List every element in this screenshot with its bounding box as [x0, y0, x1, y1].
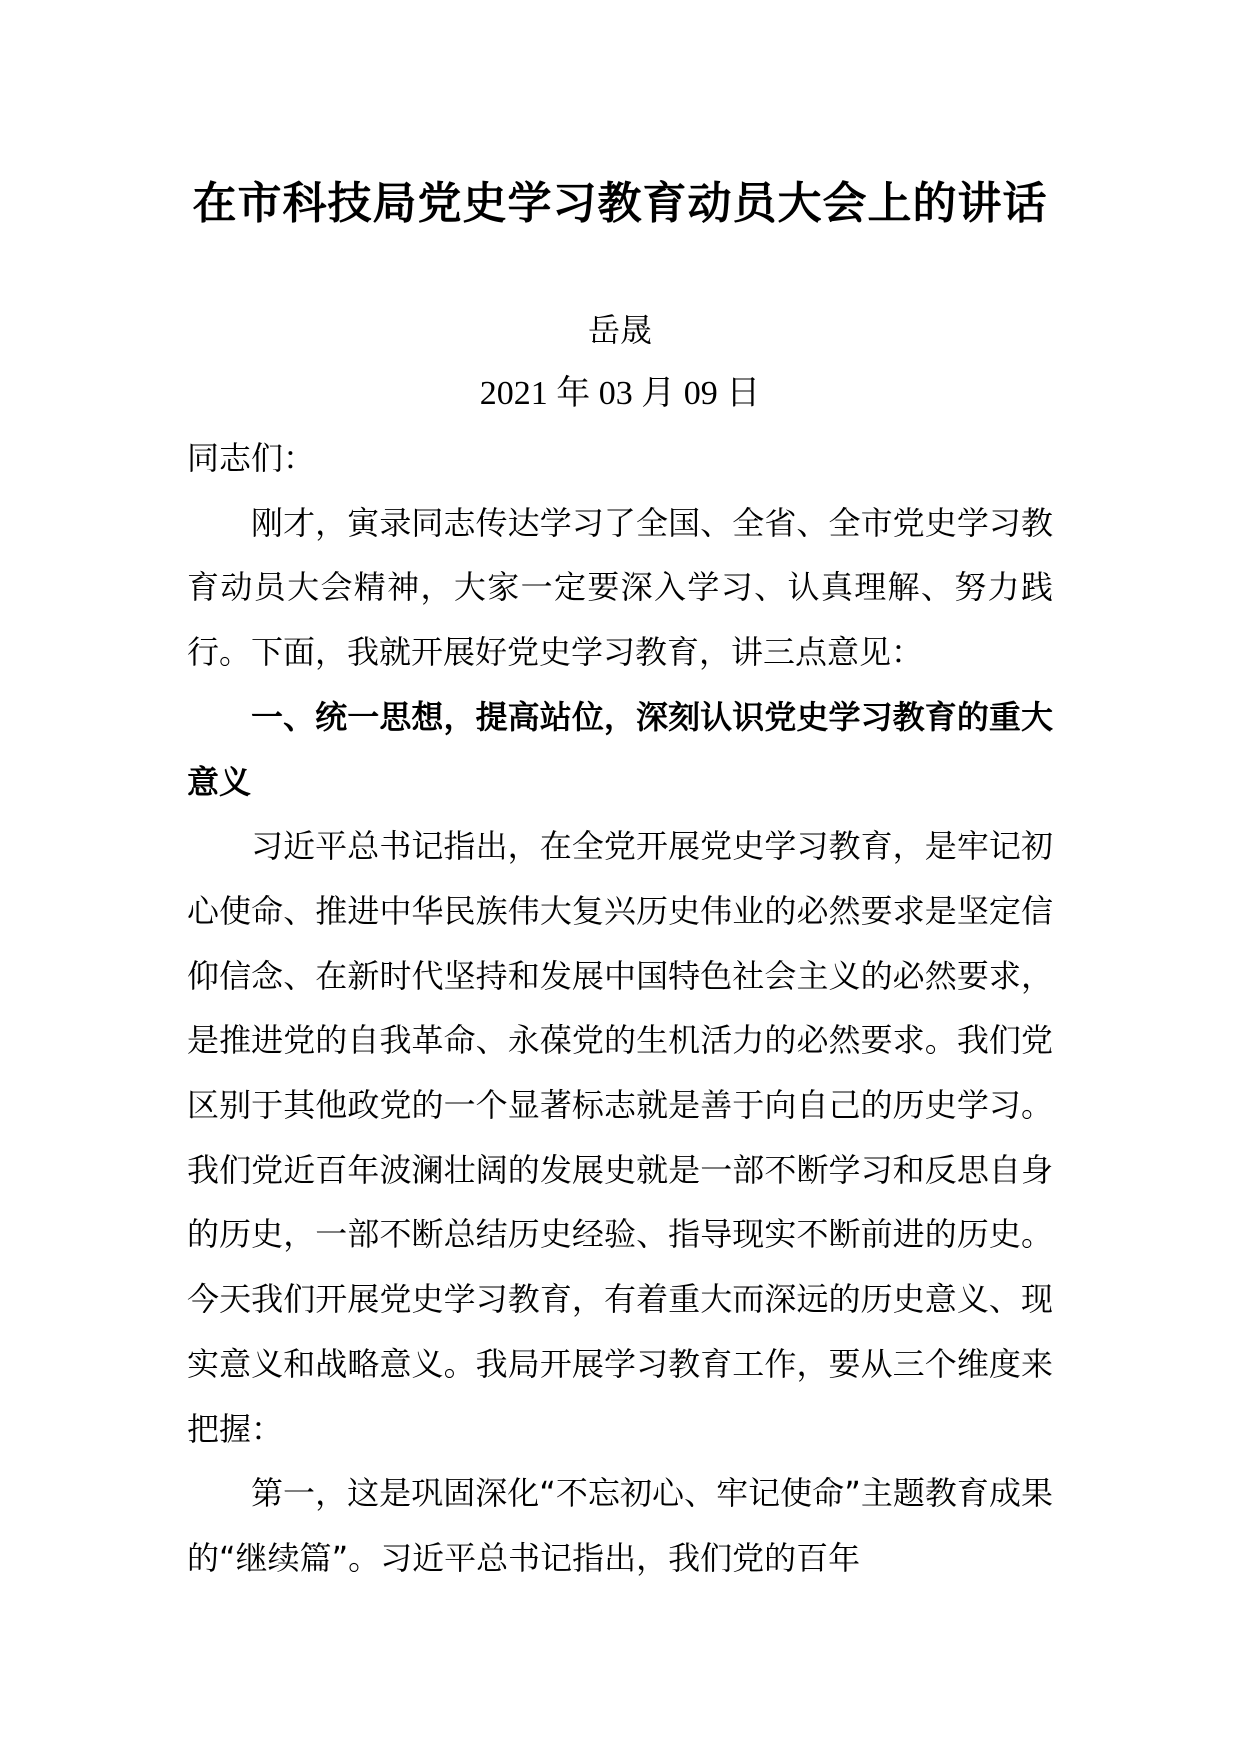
- body-paragraph-first-point: 第一，这是巩固深化“不忘初心、牢记使命”主题教育成果的“继续篇”。习近平总书记指出，我们党的百年: [187, 1474, 1053, 1577]
- body-paragraph-intro: 刚才，寅录同志传达学习了全国、全省、全市党史学习教育动员大会精神，大家一定要深入学习、认真理解、努力践行。下面，我就开展好党史学习教育，讲三点意见：: [187, 503, 1053, 672]
- document-author: 岳晟: [587, 311, 652, 349]
- body-paragraph-significance: 习近平总书记指出，在全党开展党史学习教育，是牢记初心使命、推进中华民族伟大复兴历史伟业的必然要求是坚定信仰信念、在新时代坚持和发展中国特色社会主义的必然要求，是推进党的自我革命、永葆党的生机活力的必然要求。我们党区别于其他政党的一个显著标志就是善于向自己的历史学习。我们党近百年波澜壮阔的发展史就是一部不断学习和反思自身的历史，一部不断总结历史经验、指导现实不断前进的历史。今天我们开展党史学习教育，有着重大而深远的历史意义、现实意义和战略意义。我局开展学习教育工作，要从三个维度来把握：: [187, 827, 1053, 1448]
- salutation: 同志们：: [187, 439, 316, 477]
- document-title: 在市科技局党史学习教育动员大会上的讲话: [192, 178, 1048, 229]
- document-body: [187, 426, 1053, 1591]
- document-date: 2021 年 03 月 09 日: [479, 375, 761, 412]
- section-heading-one: 一、统一思想，提高站位，深刻认识党史学习教育的重大意义: [187, 697, 1053, 801]
